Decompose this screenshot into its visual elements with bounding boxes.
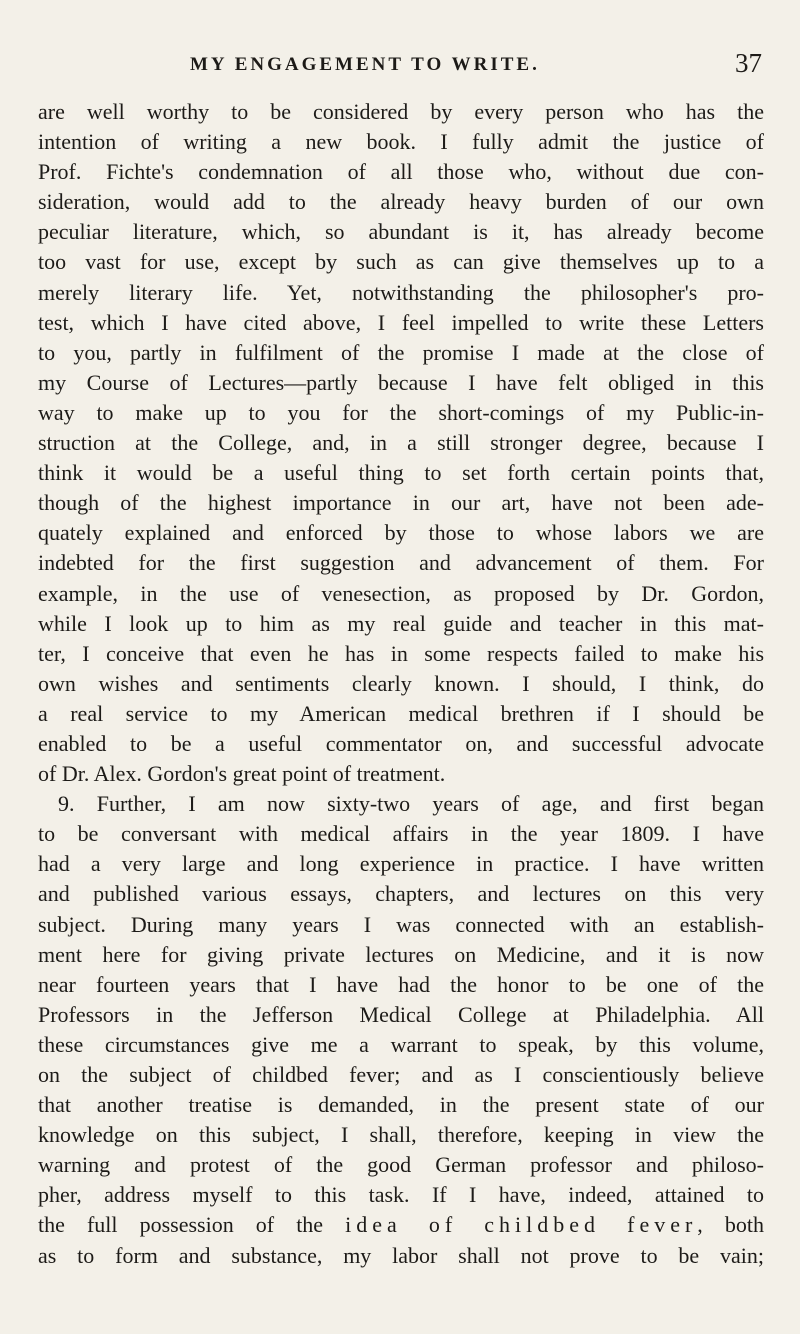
text-line: these circumstances give me a warrant to speak, by this volume,: [38, 1031, 764, 1057]
running-title: MY ENGAGEMENT TO WRITE.: [190, 54, 540, 75]
spaced-emphasis-phrase: idea of childbed fever: [345, 1212, 698, 1238]
text-line: a real service to my American medical brethren if I should be: [38, 700, 764, 726]
text-line: think it would be a useful thing to set forth certain points that,: [38, 460, 764, 486]
body-text: [38, 97, 764, 1271]
text-line: peculiar literature, which, so abundant is it, has already become: [38, 219, 764, 245]
text-line: warning and protest of the good German professor and philoso-: [38, 1152, 764, 1178]
text-line: sideration, would add to the already heavy burden of our own: [38, 189, 764, 215]
final-line-after: , both: [697, 1212, 764, 1238]
text-line: Professors in the Jefferson Medical College at Philadelphia. All: [38, 1001, 764, 1027]
text-line: and published various essays, chapters, and lectures on this very: [38, 881, 764, 907]
text-line: ment here for giving private lectures on Medicine, and it is now: [38, 941, 764, 967]
text-line: near fourteen years that I have had the honor to be one of the: [38, 971, 764, 997]
text-line: that another treatise is demanded, in the present state of our: [38, 1092, 764, 1118]
text-line: way to make up to you for the short-comings of my Public-in-: [38, 399, 764, 425]
text-line: example, in the use of venesection, as proposed by Dr. Gordon,: [38, 580, 764, 606]
text-line: own wishes and sentiments clearly known. I should, I think, do: [38, 670, 764, 696]
text-line: struction at the College, and, in a still stronger degree, because I: [38, 430, 764, 456]
text-line: are well worthy to be considered by every person who has the: [38, 99, 764, 124]
text-line: merely literary life. Yet, notwithstanding the philosopher's pro-: [38, 279, 764, 305]
text-line: subject. During many years I was connected with an establish-: [38, 911, 764, 937]
page-number: 37: [735, 48, 762, 78]
text-line: too vast for use, except by such as can give themselves up to a: [38, 249, 764, 275]
text-line: pher, address myself to this task. If I have, indeed, attained to: [38, 1182, 764, 1208]
paragraph-end-line: of Dr. Alex. Gordon's great point of treatment.: [38, 761, 446, 787]
text-line: enabled to be a useful commentator on, and successful advocate: [38, 730, 764, 756]
text-line: intention of writing a new book. I fully admit the justice of: [38, 129, 764, 155]
text-line: ter, I conceive that even he has in some respects failed to make his: [38, 640, 764, 666]
text-line-with-spaced-phrase: [38, 1210, 764, 1240]
text-line: quately explained and enforced by those to whose labors we are: [38, 520, 764, 546]
text-line: indebted for the first suggestion and advancement of them. For: [38, 550, 764, 576]
text-line: knowledge on this subject, I shall, therefore, keeping in view the: [38, 1122, 764, 1148]
text-line: my Course of Lectures—partly because I have felt obliged in this: [38, 369, 764, 395]
text-line: as to form and substance, my labor shall not prove to be vain;: [38, 1242, 764, 1268]
text-line: to be conversant with medical affairs in the year 1809. I have: [38, 821, 764, 847]
final-line-before: the full possession of the: [38, 1212, 346, 1238]
text-line: while I look up to him as my real guide and teacher in this mat-: [38, 610, 764, 636]
text-line: Prof. Fichte's condemnation of all those who, without due con-: [38, 159, 764, 185]
text-line: on the subject of childbed fever; and as I conscientiously believe: [38, 1062, 764, 1087]
text-line: to you, partly in fulfilment of the promise I made at the close of: [38, 339, 764, 365]
paragraph-start-line: 9. Further, I am now sixty-two years of age, and first began: [58, 791, 764, 817]
text-line: had a very large and long experience in practice. I have written: [38, 851, 764, 877]
text-line: test, which I have cited above, I feel impelled to write these Letters: [38, 309, 764, 335]
text-line: though of the highest importance in our art, have not been ade-: [38, 490, 764, 516]
running-header: [0, 42, 800, 78]
